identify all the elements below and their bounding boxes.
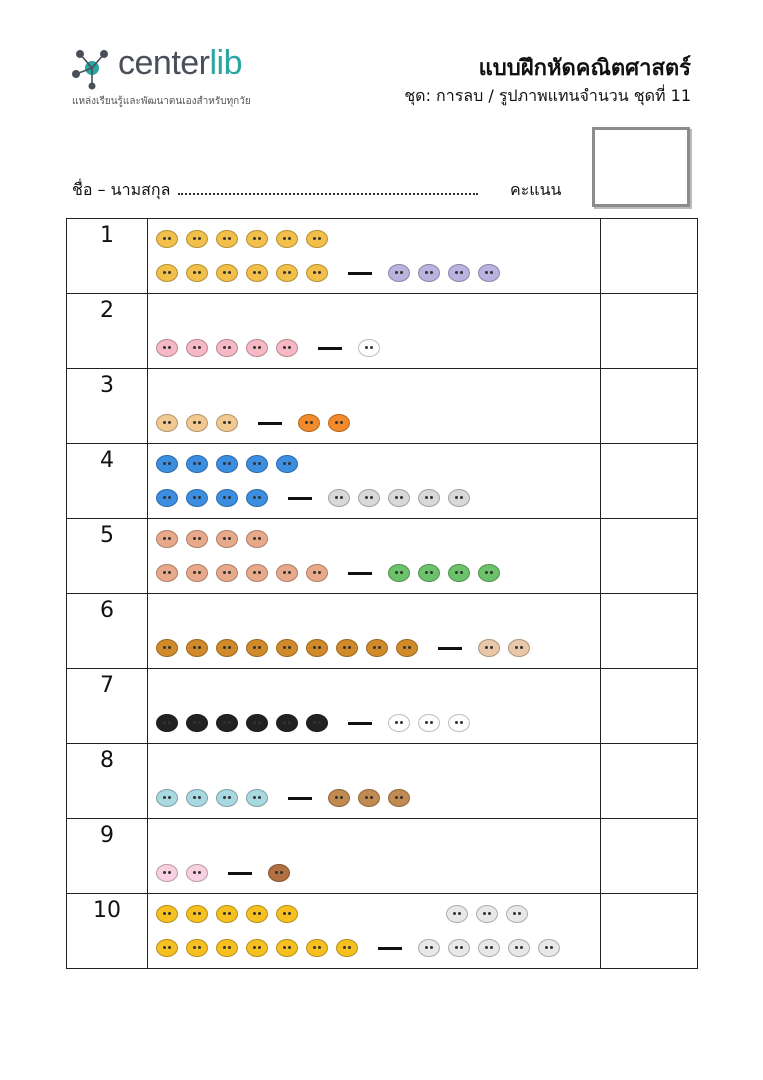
monkey-icon bbox=[306, 564, 328, 582]
logo-tagline: แหล่งเรียนรู้และพัฒนาตนเองสำหรับทุกวัย bbox=[72, 96, 251, 107]
lion-icon bbox=[186, 639, 208, 657]
lion-icon bbox=[156, 639, 178, 657]
score-label: คะแนน bbox=[510, 180, 562, 199]
minus-sign-icon bbox=[378, 947, 402, 950]
problem-row bbox=[67, 294, 698, 369]
problem-pictures bbox=[148, 819, 601, 894]
lion-icon bbox=[306, 639, 328, 657]
cow-icon bbox=[446, 905, 468, 923]
fish-icon bbox=[246, 489, 268, 507]
chick-icon bbox=[336, 939, 358, 957]
cow-icon bbox=[478, 939, 500, 957]
problem-number-text: 4 bbox=[100, 448, 114, 473]
answer-box[interactable] bbox=[601, 219, 698, 294]
monkey-icon bbox=[246, 530, 268, 548]
dog-icon bbox=[276, 230, 298, 248]
cow-icon bbox=[476, 905, 498, 923]
lion-icon bbox=[246, 639, 268, 657]
picture-line-top bbox=[156, 902, 536, 926]
fish-icon bbox=[216, 489, 238, 507]
fish-icon bbox=[186, 455, 208, 473]
dog-icon bbox=[216, 230, 238, 248]
dog-icon bbox=[306, 230, 328, 248]
frog-icon bbox=[388, 564, 410, 582]
fish-icon bbox=[276, 455, 298, 473]
name-dotted-line[interactable] bbox=[178, 179, 478, 195]
dog-icon bbox=[246, 230, 268, 248]
dog-icon bbox=[246, 264, 268, 282]
problem-number bbox=[67, 594, 148, 669]
minus-sign-icon bbox=[318, 347, 342, 350]
hippo-icon bbox=[448, 264, 470, 282]
pig-icon bbox=[276, 339, 298, 357]
lion-icon bbox=[276, 639, 298, 657]
problem-number-text: 10 bbox=[93, 898, 121, 923]
problem-pictures bbox=[148, 219, 601, 294]
answer-box[interactable] bbox=[601, 744, 698, 819]
problem-number-text: 8 bbox=[100, 748, 114, 773]
picture-line-bottom bbox=[156, 411, 358, 435]
monkey-icon bbox=[216, 564, 238, 582]
chicken-icon bbox=[388, 714, 410, 732]
elephant-blue-icon bbox=[216, 789, 238, 807]
elephant-icon bbox=[388, 489, 410, 507]
elephant-icon bbox=[448, 489, 470, 507]
chick-icon bbox=[156, 905, 178, 923]
answer-box[interactable] bbox=[601, 519, 698, 594]
minus-sign-icon bbox=[258, 422, 282, 425]
cow-brown-icon bbox=[268, 864, 290, 882]
problem-number bbox=[67, 444, 148, 519]
worksheet-subtitle: ชุด: การลบ / รูปภาพแทนจำนวน ชุดที่ 11 bbox=[404, 86, 691, 105]
monkey-icon bbox=[186, 564, 208, 582]
monkey-icon bbox=[156, 530, 178, 548]
deer-icon bbox=[358, 789, 380, 807]
problem-number-text: 3 bbox=[100, 373, 114, 398]
chicken-icon bbox=[448, 714, 470, 732]
problem-number-text: 6 bbox=[100, 598, 114, 623]
problem-number-text: 5 bbox=[100, 523, 114, 548]
cow-icon bbox=[538, 939, 560, 957]
elephant-blue-icon bbox=[246, 789, 268, 807]
answer-box[interactable] bbox=[601, 369, 698, 444]
problem-row bbox=[67, 594, 698, 669]
problem-pictures bbox=[148, 669, 601, 744]
chick-icon bbox=[216, 939, 238, 957]
rabbit-icon bbox=[156, 864, 178, 882]
deer-icon bbox=[388, 789, 410, 807]
dog-icon bbox=[216, 264, 238, 282]
rabbit-icon bbox=[186, 864, 208, 882]
pig-icon bbox=[186, 339, 208, 357]
minus-sign-icon bbox=[228, 872, 252, 875]
minus-sign-icon bbox=[348, 572, 372, 575]
chick-icon bbox=[186, 939, 208, 957]
monkey-icon bbox=[156, 564, 178, 582]
picture-line-bottom bbox=[156, 711, 478, 735]
problem-pictures bbox=[148, 444, 601, 519]
hippo-icon bbox=[418, 264, 440, 282]
lion-icon bbox=[396, 639, 418, 657]
score-box[interactable] bbox=[592, 127, 690, 207]
chicken-icon bbox=[418, 714, 440, 732]
name-field-row bbox=[72, 178, 486, 203]
pig-icon bbox=[246, 339, 268, 357]
centerlib-logo bbox=[70, 42, 310, 112]
answer-box[interactable] bbox=[601, 294, 698, 369]
chick-icon bbox=[246, 939, 268, 957]
picture-line-bottom bbox=[156, 786, 418, 810]
cow-icon bbox=[418, 939, 440, 957]
penguin-icon bbox=[156, 714, 178, 732]
monkey-icon bbox=[216, 530, 238, 548]
problem-number bbox=[67, 369, 148, 444]
minus-sign-icon bbox=[348, 722, 372, 725]
picture-line-bottom bbox=[156, 936, 568, 960]
bear-icon bbox=[156, 414, 178, 432]
walrus-icon bbox=[478, 639, 500, 657]
answer-box[interactable] bbox=[601, 894, 698, 969]
worksheet-title: แบบฝึกหัดคณิตศาสตร์ bbox=[478, 56, 691, 81]
penguin-icon bbox=[276, 714, 298, 732]
bear-icon bbox=[216, 414, 238, 432]
fox-icon bbox=[328, 414, 350, 432]
problem-pictures bbox=[148, 519, 601, 594]
problem-number bbox=[67, 669, 148, 744]
problem-number bbox=[67, 519, 148, 594]
minus-sign-icon bbox=[288, 497, 312, 500]
problem-number-text: 9 bbox=[100, 823, 114, 848]
picture-line-bottom bbox=[156, 861, 298, 885]
elephant-icon bbox=[418, 489, 440, 507]
fish-icon bbox=[246, 455, 268, 473]
problem-pictures bbox=[148, 744, 601, 819]
picture-line-top bbox=[156, 227, 336, 251]
problem-number bbox=[67, 894, 148, 969]
hippo-icon bbox=[478, 264, 500, 282]
picture-line-top bbox=[156, 452, 306, 476]
elephant-blue-icon bbox=[186, 789, 208, 807]
frog-icon bbox=[418, 564, 440, 582]
monkey-icon bbox=[186, 530, 208, 548]
fish-icon bbox=[156, 455, 178, 473]
dog-icon bbox=[156, 230, 178, 248]
dog-icon bbox=[276, 264, 298, 282]
fox-icon bbox=[298, 414, 320, 432]
lion-icon bbox=[216, 639, 238, 657]
problem-row bbox=[67, 669, 698, 744]
chick-icon bbox=[156, 939, 178, 957]
problem-row bbox=[67, 219, 698, 294]
name-label: ชื่อ – นามสกุล bbox=[72, 180, 171, 199]
logo-wordmark: centerlib bbox=[118, 44, 243, 82]
answer-box[interactable] bbox=[601, 594, 698, 669]
chick-icon bbox=[276, 905, 298, 923]
lion-icon bbox=[366, 639, 388, 657]
panda-icon bbox=[358, 339, 380, 357]
lion-icon bbox=[336, 639, 358, 657]
problem-row bbox=[67, 369, 698, 444]
problem-pictures bbox=[148, 369, 601, 444]
elephant-blue-icon bbox=[156, 789, 178, 807]
chick-icon bbox=[216, 905, 238, 923]
cow-icon bbox=[508, 939, 530, 957]
fish-icon bbox=[216, 455, 238, 473]
hippo-icon bbox=[388, 264, 410, 282]
minus-sign-icon bbox=[348, 272, 372, 275]
dog-icon bbox=[306, 264, 328, 282]
problem-number bbox=[67, 819, 148, 894]
problem-row bbox=[67, 819, 698, 894]
picture-line-top bbox=[156, 527, 276, 551]
bear-icon bbox=[186, 414, 208, 432]
problem-table bbox=[66, 218, 698, 969]
problem-row bbox=[67, 519, 698, 594]
fish-icon bbox=[186, 489, 208, 507]
pig-icon bbox=[156, 339, 178, 357]
dog-icon bbox=[156, 264, 178, 282]
elephant-icon bbox=[358, 489, 380, 507]
problem-pictures bbox=[148, 594, 601, 669]
fish-icon bbox=[156, 489, 178, 507]
answer-box[interactable] bbox=[601, 669, 698, 744]
problem-row bbox=[67, 744, 698, 819]
logo-network-icon bbox=[70, 46, 114, 90]
picture-line-bottom bbox=[156, 486, 478, 510]
problem-number-text: 1 bbox=[100, 223, 114, 248]
penguin-icon bbox=[186, 714, 208, 732]
problem-number-text: 7 bbox=[100, 673, 114, 698]
frog-icon bbox=[448, 564, 470, 582]
picture-line-bottom bbox=[156, 261, 508, 285]
penguin-icon bbox=[216, 714, 238, 732]
frog-icon bbox=[478, 564, 500, 582]
problem-pictures bbox=[148, 294, 601, 369]
chick-icon bbox=[276, 939, 298, 957]
problem-pictures bbox=[148, 894, 601, 969]
minus-sign-icon bbox=[438, 647, 462, 650]
walrus-icon bbox=[508, 639, 530, 657]
minus-sign-icon bbox=[288, 797, 312, 800]
chick-icon bbox=[246, 905, 268, 923]
problem-row bbox=[67, 894, 698, 969]
problem-row bbox=[67, 444, 698, 519]
answer-box[interactable] bbox=[601, 444, 698, 519]
dog-icon bbox=[186, 264, 208, 282]
cow-icon bbox=[448, 939, 470, 957]
picture-line-bottom bbox=[156, 336, 388, 360]
problem-number-text: 2 bbox=[100, 298, 114, 323]
cow-icon bbox=[506, 905, 528, 923]
chick-icon bbox=[306, 939, 328, 957]
picture-line-bottom bbox=[156, 561, 508, 585]
answer-box[interactable] bbox=[601, 819, 698, 894]
penguin-icon bbox=[306, 714, 328, 732]
elephant-icon bbox=[328, 489, 350, 507]
picture-line-bottom bbox=[156, 636, 538, 660]
chick-icon bbox=[186, 905, 208, 923]
monkey-icon bbox=[246, 564, 268, 582]
penguin-icon bbox=[246, 714, 268, 732]
dog-icon bbox=[186, 230, 208, 248]
problem-number bbox=[67, 744, 148, 819]
deer-icon bbox=[328, 789, 350, 807]
problem-number bbox=[67, 294, 148, 369]
problem-number bbox=[67, 219, 148, 294]
monkey-icon bbox=[276, 564, 298, 582]
pig-icon bbox=[216, 339, 238, 357]
